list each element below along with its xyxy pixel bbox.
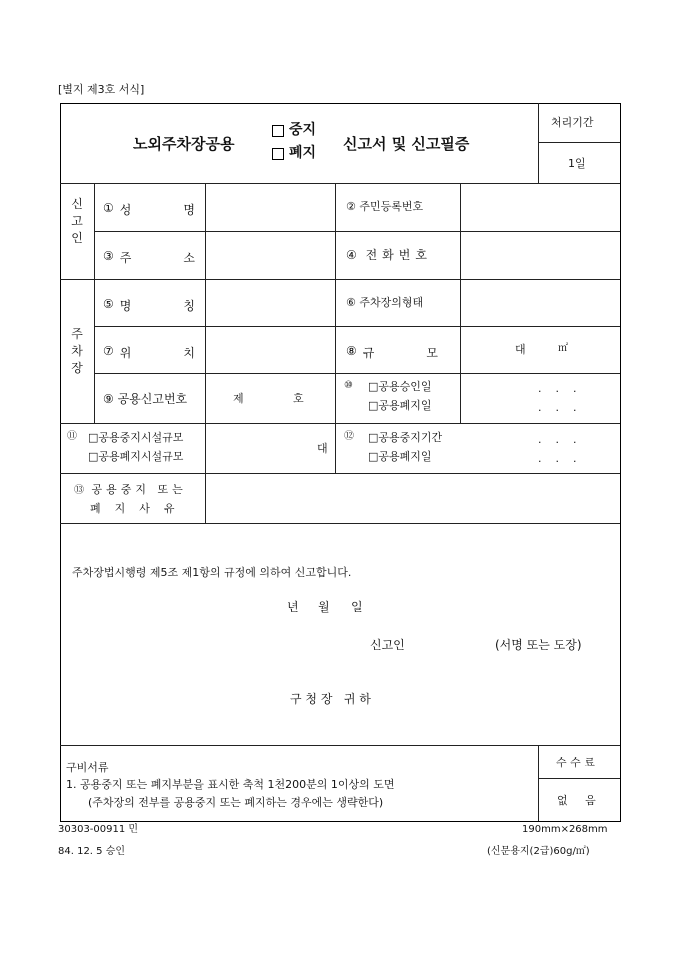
- processing-period-value: 1일: [568, 157, 586, 170]
- reason-input[interactable]: [206, 474, 619, 522]
- scale-input[interactable]: [461, 327, 619, 372]
- addressee: 구 청 장 귀 하: [290, 692, 371, 706]
- approval-date-option[interactable]: □공용승인일: [368, 380, 432, 393]
- location-input[interactable]: [206, 327, 334, 372]
- title-option-abolish: 폐지: [289, 145, 317, 161]
- fee-label: 수 수 료: [556, 756, 595, 769]
- fee-value: 없 음: [557, 794, 596, 807]
- registration-number-prefix: 제: [233, 392, 244, 405]
- abolish-date-option-2[interactable]: □공용폐지일: [368, 450, 432, 463]
- field-parking-type-label: ⑥ 주차장의형태: [346, 296, 424, 309]
- field-phone-label: ④ 전화번호: [346, 248, 432, 262]
- processing-period-label: 처리기간: [551, 116, 594, 129]
- field-resident-number-label: ② 주민등록번호: [346, 200, 424, 213]
- declaration-statement: 주차장법시행령 제5조 제1항의 규정에 의하여 신고합니다.: [72, 566, 352, 579]
- attachment-item-1: 1. 공용중지 또는 폐지부분을 표시한 축척 1천200분의 1이상의 도면: [66, 778, 395, 791]
- suspend-facility-scale-option[interactable]: □공용중지시설규모: [88, 431, 184, 444]
- phone-input[interactable]: [461, 232, 619, 278]
- resident-number-input[interactable]: [461, 184, 619, 230]
- reason-label-line2: 폐지사유: [90, 502, 189, 515]
- signer-label: 신고인: [370, 638, 405, 652]
- address-input[interactable]: [206, 232, 334, 278]
- facility-scale-input[interactable]: [206, 424, 334, 472]
- suspend-checkbox[interactable]: [272, 125, 284, 137]
- facility-scale-unit: 대: [317, 442, 328, 455]
- scale-unit-spaces: 대: [515, 343, 526, 356]
- parking-side-label: 주 차 장: [71, 327, 83, 375]
- date-month-label: 월: [318, 600, 330, 614]
- paper-spec: (신문용지(2급)60g/㎡): [487, 846, 590, 857]
- abolish-facility-scale-option[interactable]: □공용폐지시설규모: [88, 450, 184, 463]
- suspend-period-option[interactable]: □공용중지기간: [368, 431, 443, 444]
- name-input[interactable]: [206, 184, 334, 230]
- abolish-checkbox[interactable]: [272, 148, 284, 160]
- approval-date-value[interactable]: . . .: [538, 382, 577, 395]
- registration-number-suffix: 호: [293, 392, 304, 405]
- date-day-label: 일: [351, 600, 363, 614]
- registration-number-input[interactable]: [206, 374, 334, 422]
- field-parking-name-label: ⑤ 명 칭: [103, 297, 195, 313]
- title-suffix: 신고서 및 신고필증: [343, 135, 470, 153]
- field-name-label: ① 성 명: [103, 201, 195, 217]
- suspend-period-value[interactable]: . . .: [538, 433, 577, 446]
- field-10-number: ⑩: [344, 380, 353, 391]
- scale-unit-area: ㎡: [558, 343, 568, 354]
- field-12-number: ⑫: [344, 431, 354, 442]
- abolish-date-value[interactable]: . . .: [538, 401, 577, 414]
- attachment-item-1-note: (주차장의 전부를 공용중지 또는 폐지하는 경우에는 생략한다): [88, 796, 384, 809]
- abolish-date-option[interactable]: □공용폐지일: [368, 399, 432, 412]
- field-address-label: ③ 주 소: [103, 249, 195, 265]
- signature-note: (서명 또는 도장): [495, 638, 582, 652]
- field-scale-label: ⑧ 규 모: [346, 344, 438, 360]
- title-option-suspend: 중지: [289, 122, 317, 138]
- field-location-label: ⑦ 위 치: [103, 344, 195, 360]
- field-registration-number-label: ⑨ 공용신고번호: [103, 392, 188, 406]
- parking-type-input[interactable]: [461, 280, 619, 325]
- form-label: [별지 제3호 서식]: [58, 83, 145, 96]
- title-prefix: 노외주차장공용: [133, 135, 235, 153]
- form-code: 30303-00911 민: [58, 824, 139, 835]
- parking-name-input[interactable]: [206, 280, 334, 325]
- attachments-heading: 구비서류: [66, 761, 109, 774]
- applicant-side-label: 신 고 인: [71, 197, 83, 245]
- approval-note: 84. 12. 5 승인: [58, 846, 126, 857]
- paper-size: 190mm×268mm: [522, 824, 608, 835]
- field-11-number: ⑪: [67, 431, 77, 442]
- date-year-label: 년: [287, 600, 299, 614]
- abolish-date-value-2[interactable]: . . .: [538, 452, 577, 465]
- reason-label-line1: ⑬ 공용중지 또는: [74, 483, 187, 496]
